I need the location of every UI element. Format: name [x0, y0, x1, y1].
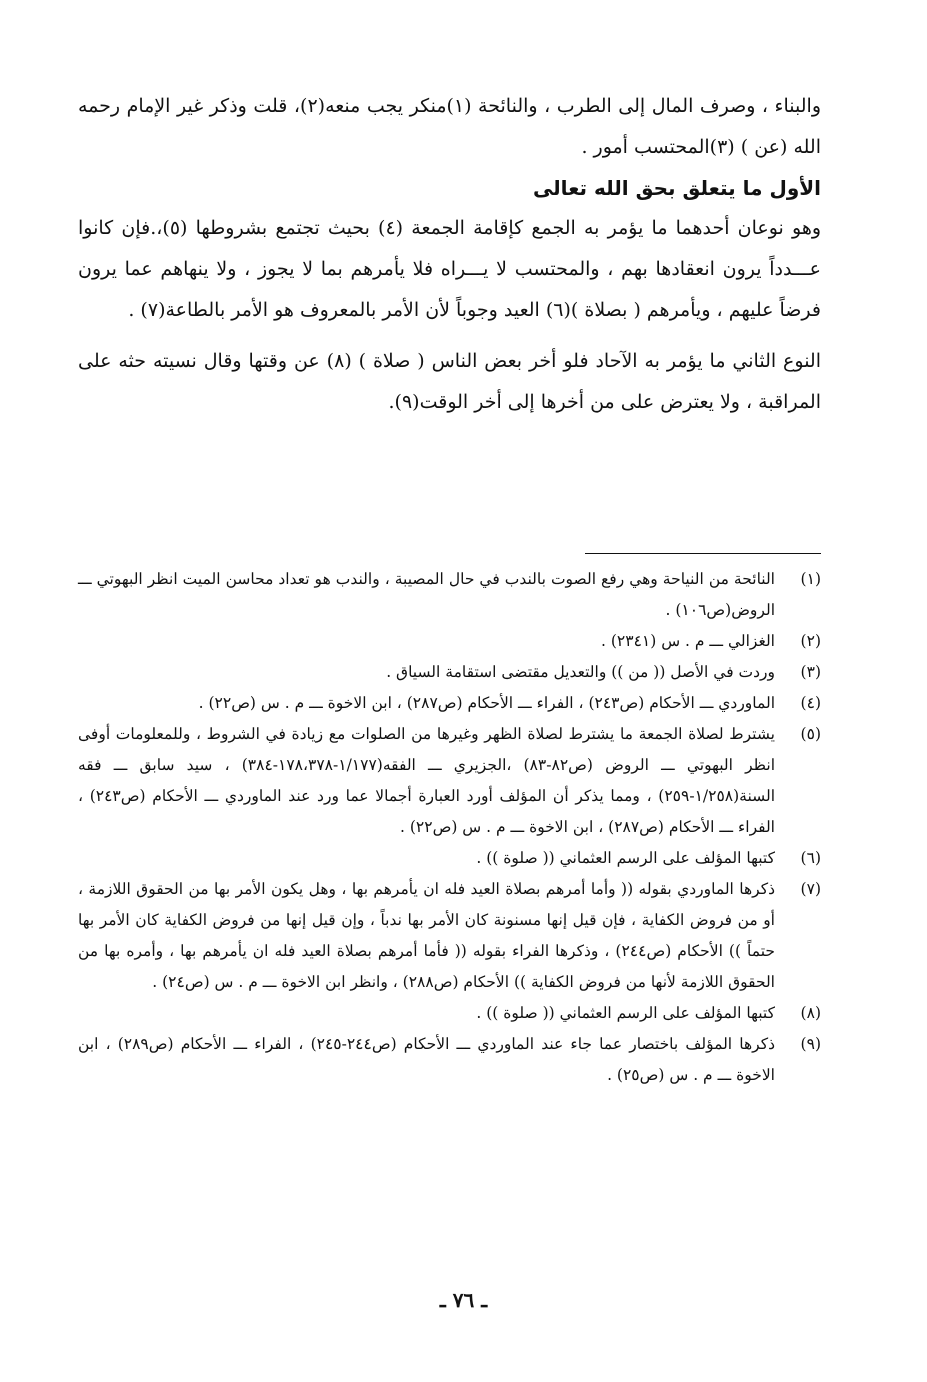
- footnote-text: النائحة من النياحة وهي رفع الصوت بالندب في حال المصيبة ، والندب هو تعداد محاسن الميت انظر البهوتي ـــ الروض(ص١٠٦) .: [78, 570, 775, 619]
- footnote: [78, 719, 821, 843]
- footnote-number: (٦): [800, 849, 821, 867]
- footnote-number: (٩): [800, 1035, 821, 1053]
- footnote-text: ذكرها الماوردي بقوله (( وأما أمرهم بصلاة العيد فله ان يأمرهم بها ، وهل يكون الأمر بها من الحقوق اللازمة ، أو من فروض الكفاية ، فإن قيل إنها مسنونة كان الأمر بها ندباً ، وإن قيل إنها من فروض الكفاية كان الأمر بها حتماً )) الأحكام (ص٢٤٤) ، وذكرها الفراء بقوله (( فأما أمرهم بصلاة العيد فله ان يأمرهم بها ، وأمره بها من الحقوق اللازمة لأنها من فروض الكفاية )) الأحكام (ص٢٨٨) ، وانظر ابن الاخوة ـــ م . س (ص٢٤) .: [78, 880, 775, 991]
- footnote: [78, 1029, 821, 1091]
- footnote-text: ذكرها المؤلف باختصار عما جاء عند الماوردي ـــ الأحكام (ص٢٤٤-٢٤٥) ، الفراء ـــ الأحكام (ص٢٨٩) ، ابن الاخوة ـــ م . س (ص٢٥) .: [78, 1035, 775, 1084]
- footnote-text: يشترط لصلاة الجمعة ما يشترط لصلاة الظهر وغيرها من الصلوات مع زيادة في الشروط ، وللمعلومات أوفى انظر البهوتي ـــ الروض (ص٨٢-٨٣) ،الجزيري ـــ الفقه(١/١٧٧-١٧٨،٣٧٨-٣٨٤) ، سيد سابق ـــ فقه السنة(١/٢٥٨-٢٥٩) ، ومما يذكر أن المؤلف أورد العبارة أجمالا عما ورد عند الماوردي ـــ الأحكام (ص٢٤٣) ، الفراء ـــ الأحكام (ص٢٨٧) ، ابن الاخوة ـــ م . س (ص٢٢) .: [78, 725, 776, 836]
- footnote-text: الغزالي ـــ م . س (٢٣٤١) .: [601, 632, 775, 650]
- footnote: [78, 657, 821, 688]
- footnote-text: وردت في الأصل (( من )) والتعديل مقتضى استقامة السياق .: [386, 663, 775, 681]
- footnote: [78, 688, 821, 719]
- footnote: [78, 564, 821, 626]
- page-number: ـ ٧٦ ـ: [439, 1288, 488, 1312]
- footnote: [78, 626, 821, 657]
- footnote-number: (٣): [800, 663, 821, 681]
- footnote-divider: [585, 553, 821, 554]
- footnote: [78, 843, 821, 874]
- main-text: [78, 86, 821, 423]
- footnote: [78, 998, 821, 1029]
- footnote-number: (٥): [800, 725, 821, 743]
- footnote-text: كتبها المؤلف على الرسم العثماني (( صلوة )) .: [476, 849, 775, 867]
- footnote: [78, 874, 821, 998]
- footnote-number: (١): [800, 570, 821, 588]
- section-heading: الأول ما يتعلق بحق الله تعالى: [532, 176, 821, 200]
- footnote-text: كتبها المؤلف على الرسم العثماني (( صلوة )) .: [476, 1004, 775, 1022]
- footnotes: [78, 564, 821, 1091]
- footnote-number: (٢): [800, 632, 821, 650]
- paragraph-3: النوع الثاني ما يؤمر به الآحاد فلو أخر بعض الناس ( صلاة ) (٨) عن وقتها وقال نسيته حثه على المراقبة ، ولا يعترض على من أخرها إلى أخر الوقت(٩).: [78, 350, 822, 413]
- paragraph-2: وهو نوعان أحدهما ما يؤمر به الجمع كإقامة الجمعة (٤) بحيث تجتمع بشروطها (٥)،.فإن كانوا عـــدداً يرون انعقادها بهم ، والمحتسب لا يـــراه فلا يأمرهم بما لا يجوز ، ولا ينهاهم عما يرون فرضاً عليهم ، ويأمرهم ( بصلاة )(٦) العيد وجوباً لأن الأمر بالمعروف هو الأمر بالطاعة(٧) .: [78, 217, 822, 321]
- footnote-number: (٧): [800, 880, 821, 898]
- paragraph-1: والبناء ، وصرف المال إلى الطرب ، والنائحة (١)منكر يجب منعه(٢)، قلت وذكر غير الإمام رحمه الله (عن ) (٣)المحتسب أمور .: [78, 95, 821, 158]
- footnote-number: (٨): [800, 1004, 821, 1022]
- footnote-number: (٤): [800, 694, 821, 712]
- footnote-text: الماوردي ـــ الأحكام (ص٢٤٣) ، الفراء ـــ الأحكام (ص٢٨٧) ، ابن الاخوة ـــ م . س (ص٢٢) .: [198, 694, 775, 712]
